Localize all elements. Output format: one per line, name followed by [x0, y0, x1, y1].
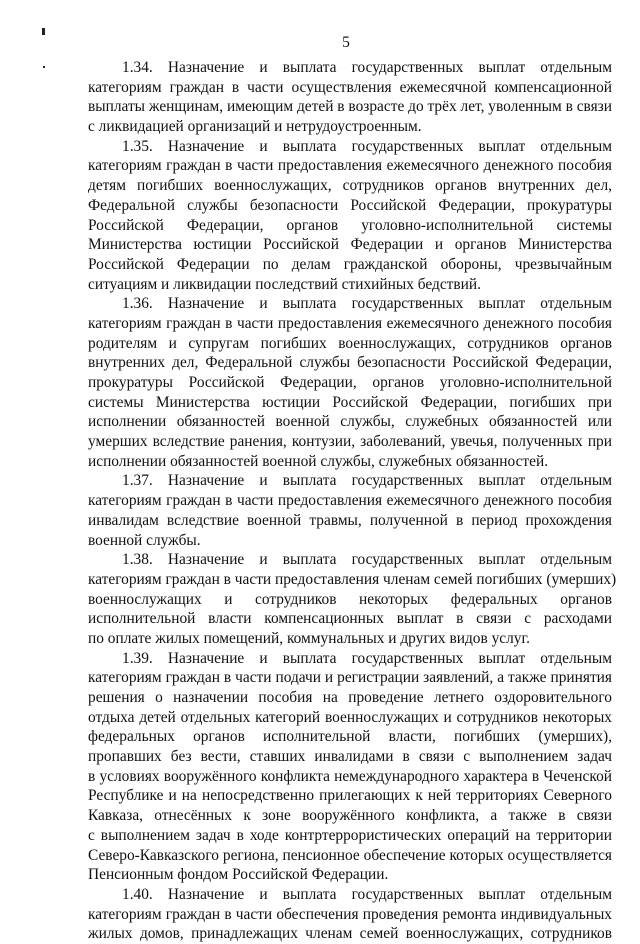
text-line: пропавших без вести, ставших инвалидами в связи с выполнением задач [88, 748, 612, 766]
text-line: решения о назначении пособия на проведение летнего оздоровительного [88, 689, 612, 706]
text-line: умерших вследствие ранения, контузии, заболеваний, увечья, полученных при [88, 433, 612, 451]
text-line: категориям граждан в части осуществления ежемесячной компенсационной [88, 78, 612, 96]
text-line: 1.34. Назначение и выплата государственных выплат отдельным [122, 59, 612, 76]
text-line: инвалидам вследствие военной травмы, полученной в период прохождения [88, 511, 612, 529]
text-line: категориям граждан в части подачи и регистрации заявлений, а также принятия [88, 669, 612, 687]
text-line: системы Министерства юстиции Российской Федерации, погибших при [88, 393, 612, 411]
page-number: 5 [342, 34, 350, 51]
text-line: 1.35. Назначение и выплата государственных выплат отдельным [122, 137, 612, 155]
paragraph [88, 550, 617, 648]
text-line: Республике и на непосредственно прилегающих к ней территориях Северного [88, 787, 612, 805]
text-line: с ликвидацией организаций и нетрудоустроенным. [88, 118, 422, 136]
text-line: 1.36. Назначение и выплата государственных выплат отдельным [122, 295, 612, 313]
paragraph [88, 885, 612, 944]
text-line: по оплате жилых помещений, коммунальных и других видов услуг. [88, 629, 530, 647]
text-line: категориям граждан в части предоставления ежемесячного денежного пособия [88, 492, 612, 510]
text-line: отдыха детей отдельных категорий военнослужащих и сотрудников некоторых [88, 708, 612, 726]
text-line: родителям и супругам погибших военнослужащих, сотрудников органов [88, 334, 612, 352]
text-line: в условиях вооружённого конфликта немеждународного характера в Чеченской [88, 767, 612, 785]
text-line: выплаты женщинам, имеющим детей в возрасте до трёх лет, уволенным в связи [88, 98, 612, 116]
scan-mark [42, 28, 45, 35]
text-line: внутренних дел, Федеральной службы безопасности Российской Федерации, [88, 354, 612, 372]
text-line: исполнении обязанностей военной службы, служебных обязанностей. [88, 452, 549, 470]
text-line: исполнительной власти компенсационных выплат в связи с расходами [88, 610, 612, 628]
paragraph [88, 58, 612, 137]
text-line: жилых домов, принадлежащих членам семей военнослужащих, сотрудников [88, 925, 612, 943]
text-line: прокуратуры Российской Федерации, органов уголовно-исполнительной [88, 374, 612, 391]
paragraph [88, 137, 612, 295]
paragraph [88, 471, 612, 550]
text-line: Министерства юстиции Российской Федерации и органов Министерства [88, 236, 612, 254]
text-line: 1.37. Назначение и выплата государственных выплат отдельным [122, 472, 612, 490]
text-line: ситуациям и ликвидации последствий стихийных бедствий. [88, 275, 481, 293]
text-line: Пенсионным фондом Российской Федерации. [88, 866, 389, 884]
paragraph [88, 294, 612, 471]
text-line: категориям граждан в части предоставления ежемесячного денежного пособия [88, 314, 612, 332]
text-line: военнослужащих и сотрудников некоторых федеральных органов [88, 590, 612, 608]
text-line: Федеральной службы безопасности Российской Федерации, прокуратуры [88, 196, 612, 214]
text-line: Кавказа, отнесённых к зоне вооружённого конфликта, а также в связи [88, 807, 612, 825]
paragraph [88, 649, 612, 885]
text-line: детям погибших военнослужащих, сотрудников органов внутренних дел, [88, 177, 612, 195]
text-line: исполнении обязанностей военной службы, служебных обязанностей или [88, 413, 612, 431]
text-line: категориям граждан в части предоставления членам семей погибших (умерших) [88, 570, 617, 588]
text-line: военной службы. [88, 531, 201, 549]
text-line: Российской Федерации, органов уголовно-исполнительной системы [88, 216, 612, 234]
text-line: 1.39. Назначение и выплата государственных выплат отдельным [122, 649, 612, 667]
text-line: Российской Федерации по делам гражданской обороны, чрезвычайным [88, 255, 612, 273]
text-line: категориям граждан в части обеспечения проведения ремонта индивидуальных [88, 905, 612, 923]
text-line: Северо-Кавказского региона, пенсионное обеспечение которых осуществляется [88, 846, 612, 864]
scan-mark [43, 66, 45, 68]
text-line: категориям граждан в части предоставления ежемесячного денежного пособия [88, 157, 612, 175]
document-body [88, 58, 617, 944]
text-line: 1.40. Назначение и выплата государственных выплат отдельным [122, 885, 612, 903]
text-line: федеральных органов исполнительной власти, погибших (умерших), [88, 728, 612, 746]
text-line: с выполнением задач в ходе контртеррористических операций на территории [88, 826, 612, 844]
text-line: 1.38. Назначение и выплата государственных выплат отдельным [122, 551, 612, 569]
